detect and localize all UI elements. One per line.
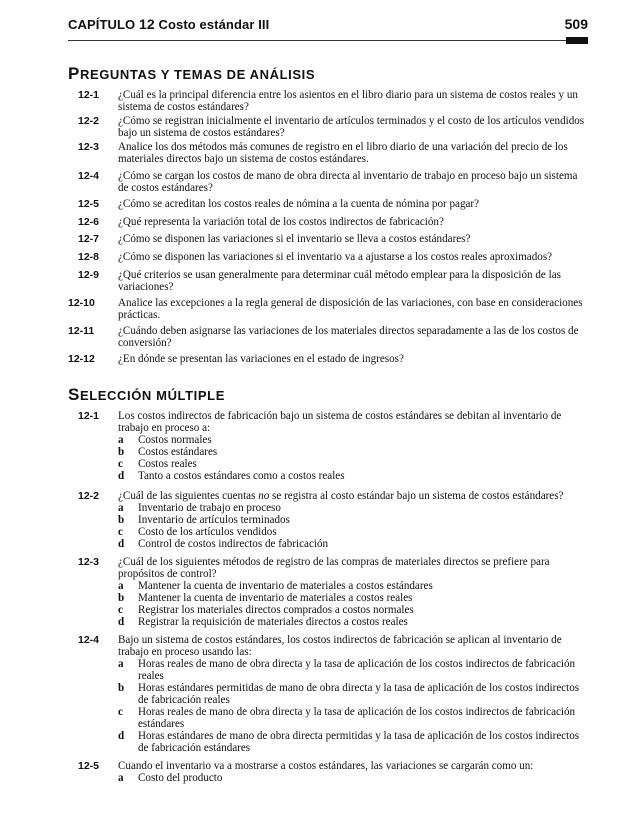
multiple-choice-question: 12-3 ¿Cuál de los siguientes métodos de registro de las compras de materiales directos se prefiere para propósitos de control? a Mantener la cuenta de inventario de materiales a costos estándares b Mantener la cuenta de inventario de materiales a costos reales c Registrar los materiales directos comprados a costos normales d Registrar la requisición de materiales directos a costos reales bbox=[78, 556, 588, 628]
answer-option: c Registrar los materiales directos comprados a costos normales bbox=[118, 604, 414, 616]
answer-option: d Registrar la requisición de materiales directos a costos reales bbox=[118, 616, 408, 628]
answer-option: b Mantener la cuenta de inventario de materiales a costos reales bbox=[118, 592, 413, 604]
answer-option: d Horas estándares de mano de obra directa permitidas y la tasa de aplicación de los costos indirectos de fabricación estándares bbox=[118, 730, 580, 754]
discussion-question: 12-8 ¿Cómo se disponen las variaciones si el inventario va a ajustarse a los costos reales aproximados? bbox=[78, 251, 553, 263]
discussion-question: 12-6 ¿Qué representa la variación total de los costos indirectos de fabricación? bbox=[78, 216, 444, 228]
discussion-question: 12-11 ¿Cuándo deben asignarse las variaciones de los materiales directos separadamente a las de los costos de conversión? bbox=[68, 325, 579, 349]
multiple-choice-question: 12-5 Cuando el inventario va a mostrarse a costos estándares, las variaciones se cargarán como un: a Costo del producto bbox=[78, 760, 588, 784]
discussion-question: 12-3 Analice los dos métodos más comunes de registro en el libro diario de una variación del precio de los materiales directos bajo un sistema de costos estándares. bbox=[78, 141, 568, 165]
discussion-question: 12-1 ¿Cuál es la principal diferencia entre los asientos en el libro diario para un sistema de costos reales y un sistema de costos estándares? bbox=[78, 89, 578, 113]
discussion-question: 12-12 ¿En dónde se presentan las variaciones en el estado de ingresos? bbox=[68, 353, 404, 365]
multiple-choice-question: 12-1 Los costos indirectos de fabricación bajo un sistema de costos estándares se debitan al inventario de trabajo en proceso a: a Costos normales b Costos estándares c Costos reales d Tanto a costos estándares como a costos reales bbox=[78, 410, 588, 482]
discussion-question: 12-9 ¿Qué criterios se usan generalmente para determinar cuál método emplear para la disposición de las variaciones? bbox=[78, 269, 561, 293]
answer-option: b Costos estándares bbox=[118, 446, 218, 458]
discussion-question: 12-2 ¿Cómo se registran inicialmente el inventario de artículos terminados y el costo de los artículos vendidos bajo un sistema de costos estándares? bbox=[78, 115, 585, 139]
discussion-question: 12-4 ¿Cómo se cargan los costos de mano de obra directa al inventario de trabajo en proceso bajo un sistema de costos estándares? bbox=[78, 170, 578, 194]
answer-option: b Inventario de artículos terminados bbox=[118, 514, 290, 526]
discussion-question: 12-5 ¿Cómo se acreditan los costos reales de nómina a la cuenta de nómina por pagar? bbox=[78, 198, 480, 210]
page-header bbox=[68, 16, 588, 38]
answer-option: a Inventario de trabajo en proceso bbox=[118, 502, 281, 514]
header-rule-marker bbox=[566, 37, 588, 44]
answer-option: a Horas reales de mano de obra directa y la tasa de aplicación de los costos indirectos de fabricación reales bbox=[118, 658, 576, 682]
discussion-question: 12-7 ¿Cómo se disponen las variaciones si el inventario se lleva a costos estándares? bbox=[78, 233, 471, 245]
discussion-question: 12-10 Analice las excepciones a la regla general de disposición de las variaciones, con base en consideraciones prácticas. bbox=[68, 297, 583, 321]
page-number: 509 bbox=[564, 16, 588, 32]
chapter-word: CAPÍTULO bbox=[68, 17, 136, 32]
section-title-discussion: PREGUNTAS Y TEMAS DE ANÁLISIS bbox=[68, 64, 316, 83]
answer-option: a Costos normales bbox=[118, 434, 212, 446]
answer-option: d Tanto a costos estándares como a costos reales bbox=[118, 470, 345, 482]
answer-option: c Costos reales bbox=[118, 458, 197, 470]
multiple-choice-question: 12-2 ¿Cuál de las siguientes cuentas no se registra al costo estándar bajo un sistema de costos estándares? a Inventario de trabajo en proceso b Inventario de artículos terminados c Costo de los artículos vendidos d Control de costos indirectos de fabricación bbox=[78, 490, 588, 550]
multiple-choice-question: 12-4 Bajo un sistema de costos estándares, los costos indirectos de fabricación se aplican al inventario de trabajo en proceso usando las: a Horas reales de mano de obra directa y la tasa de aplicación de los costos indirectos de fabricación reales b Horas estándares permitidas de mano de obra directa y la tasa de aplicación de los costos indirectos de fabricación reales c Horas reales de mano de obra directa y la tasa de aplicación de los costos indirectos de fabricación estándares d Horas estándares de mano de obra directa permitidas y la tasa de aplicación de los costos indirectos de fabricación estándares bbox=[78, 634, 588, 754]
answer-option: c Horas reales de mano de obra directa y la tasa de aplicación de los costos indirectos de fabricación estándares bbox=[118, 706, 576, 730]
chapter-number: 12 bbox=[138, 16, 155, 32]
answer-option: c Costo de los artículos vendidos bbox=[118, 526, 277, 538]
answer-option: a Mantener la cuenta de inventario de materiales a costos estándares bbox=[118, 580, 433, 592]
header-rule bbox=[68, 40, 588, 41]
chapter-title: Costo estándar III bbox=[158, 17, 270, 32]
chapter-heading bbox=[68, 16, 269, 32]
section-title-multiple-choice: SELECCIÓN MÚLTIPLE bbox=[68, 385, 225, 404]
answer-option: b Horas estándares permitidas de mano de obra directa y la tasa de aplicación de los costos indirectos de fabricación reales bbox=[118, 682, 580, 706]
answer-option: d Control de costos indirectos de fabricación bbox=[118, 538, 329, 550]
answer-option: a Costo del producto bbox=[118, 772, 223, 784]
